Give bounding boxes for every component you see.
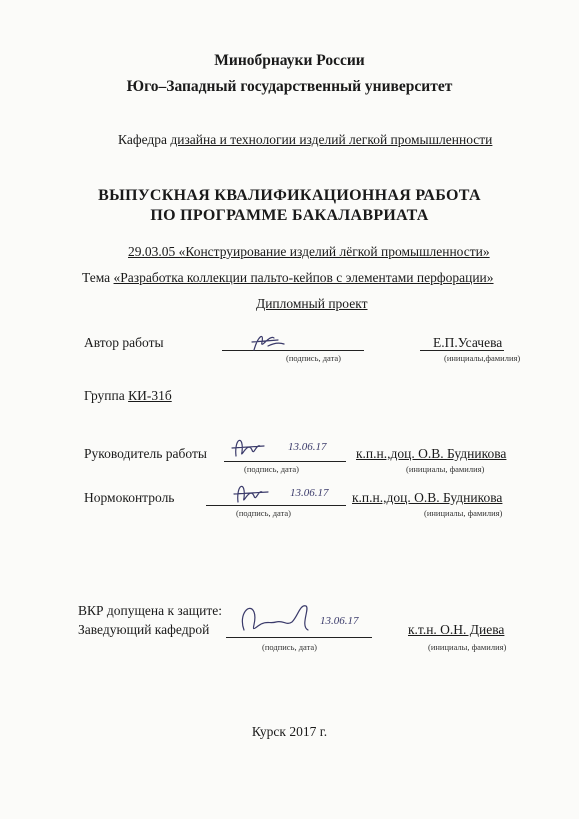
supervisor-label: Руководитель работы [84, 446, 207, 461]
head-signature-line [226, 637, 372, 638]
head-date: 13.06.17 [320, 615, 359, 627]
head-name-caption: (инициалы, фамилия) [428, 642, 507, 652]
ministry-heading: Минобрнауки России [214, 52, 365, 69]
normcontrol-name-caption: (инициалы, фамилия) [424, 508, 503, 518]
author-sign-caption: (подпись, дата) [286, 353, 342, 363]
head-of-department-label: Заведующий кафедрой [78, 622, 210, 637]
department-line [118, 132, 492, 148]
topic-line [82, 270, 494, 286]
normcontrol-signature [232, 478, 352, 508]
head-signature [236, 600, 376, 636]
author-signature-line [222, 350, 364, 351]
normcontrol-label: Нормоконтроль [84, 490, 175, 505]
group-label: Группа [84, 388, 129, 403]
footer-city-year: Курск 2017 г. [251, 724, 328, 739]
group-value: КИ-31б [128, 388, 172, 403]
supervisor-signature [230, 432, 340, 462]
author-name-caption: (инициалы,фамилия) [444, 353, 521, 363]
head-sign-caption: (подпись, дата) [262, 642, 318, 652]
group-line [84, 388, 172, 404]
topic-prefix: Тема [82, 270, 114, 285]
supervisor-name-caption: (инициалы, фамилия) [406, 464, 485, 474]
supervisor-sign-caption: (подпись, дата) [244, 464, 300, 474]
department-name: дизайна и технологии изделий легкой промышленности [170, 132, 493, 147]
admission-note: ВКР допущена к защите: [78, 603, 222, 618]
author-label: Автор работы [84, 335, 164, 350]
author-name: Е.П.Усачева [433, 335, 503, 350]
author-signature [248, 328, 288, 354]
supervisor-name: к.п.н.,доц. О.В. Будникова [356, 446, 507, 461]
university-heading: Юго–Западный государственный университет [126, 78, 453, 95]
normcontrol-sign-caption: (подпись, дата) [236, 508, 292, 518]
work-title-line1: ВЫПУСКНАЯ КВАЛИФИКАЦИОННАЯ РАБОТА [98, 187, 481, 204]
specialty: 29.03.05 «Конструирование изделий лёгкой промышленности» [128, 244, 490, 259]
topic-name: «Разработка коллекции пальто-кейпов с элементами перфорации» [113, 270, 494, 285]
supervisor-date: 13.06.17 [288, 441, 327, 453]
normcontrol-name: к.п.н.,доц. О.В. Будникова [352, 490, 503, 505]
head-name: к.т.н. О.Н. Диева [408, 622, 505, 637]
project-type: Дипломный проект [256, 296, 368, 311]
normcontrol-date: 13.06.17 [290, 487, 329, 499]
work-title-line2: ПО ПРОГРАММЕ БАКАЛАВРИАТА [150, 207, 429, 224]
department-prefix: Кафедра [118, 132, 171, 147]
